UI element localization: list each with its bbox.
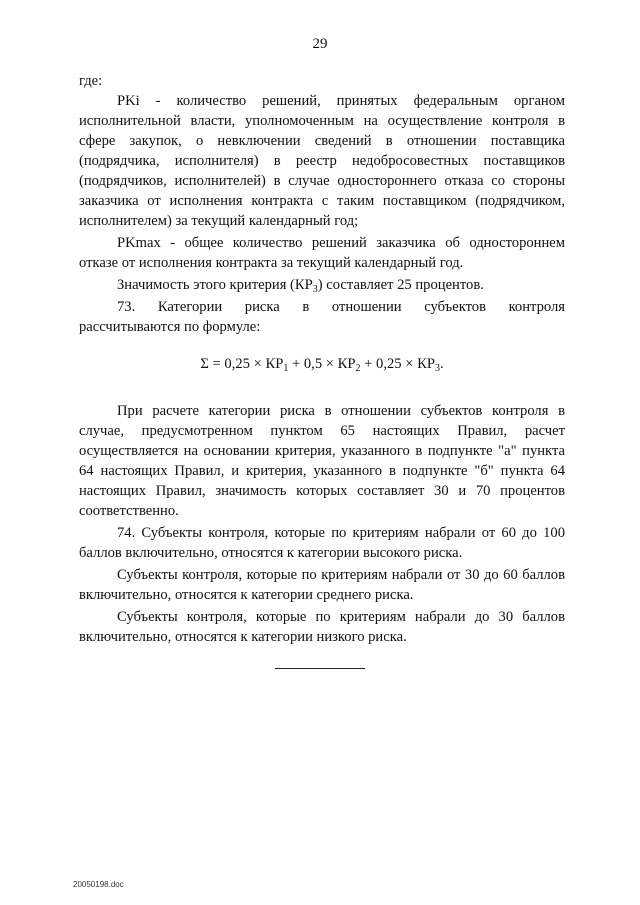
rki-definition: РKi - количество решений, принятых федеральным органом исполнительной власти, уполномоченным на осуществление контроля в сфере закупок, о невключении сведений в отношении поставщика (подрядчика, исполнителя) в реестр недобросовестных поставщиков (подрядчиков, исполнителей) в случае одностороннего отказа со стороны заказчика от исполнения контракта с таким поставщиком (подрядчиком, исполнителем) за текущий календарный год; bbox=[79, 93, 565, 229]
formula-sub-1: 1 bbox=[283, 363, 289, 374]
formula-prefix: Σ = 0,25 × КР bbox=[200, 356, 284, 372]
significance-statement bbox=[79, 275, 565, 295]
formula-sub-3: 3 bbox=[434, 363, 440, 374]
formula-sub-2: 2 bbox=[355, 363, 361, 374]
footer-filename: 20050198.doc bbox=[73, 880, 124, 889]
low-risk-paragraph: Субъекты контроля, которые по критериям набрали до 30 баллов включительно, относятся к категории низкого риска. bbox=[79, 609, 565, 645]
medium-risk-paragraph: Субъекты контроля, которые по критериям набрали от 30 до 60 баллов включительно, относятся к категории среднего риска. bbox=[79, 567, 565, 603]
where-label: где: bbox=[79, 73, 103, 89]
formula-suffix: . bbox=[439, 356, 444, 372]
item-74-high-risk: 74. Субъекты контроля, которые по критериям набрали от 60 до 100 баллов включительно, относятся к категории высокого риска. bbox=[79, 525, 565, 561]
risk-formula bbox=[79, 354, 565, 374]
end-divider bbox=[275, 668, 365, 669]
item-73-line-2: рассчитываются по формуле: bbox=[79, 319, 261, 335]
document-body bbox=[79, 71, 565, 647]
formula-mid-1: + 0,5 × КР bbox=[288, 356, 356, 372]
rkmax-definition: РKmax - общее количество решений заказчика об одностороннем отказе от исполнения контракта за текущий календарный год. bbox=[79, 235, 565, 271]
significance-subscript: 3 bbox=[312, 284, 318, 295]
significance-text-end: ) составляет 25 процентов. bbox=[317, 277, 484, 293]
calculation-case-paragraph: При расчете категории риска в отношении субъектов контроля в случае, предусмотренном пунктом 65 настоящих Правил, расчет осуществляется на основании критерия, указанного в подпункте "а" пункта 64 настоящих Правил, и критерия, указанного в подпункте "б" пункта 64 настоящих Правил, значимость которых составляет 30 и 70 процентов соответственно. bbox=[79, 403, 565, 519]
significance-text-start: Значимость этого критерия (КР bbox=[117, 277, 313, 293]
page-number: 29 bbox=[312, 36, 328, 52]
formula-mid-2: + 0,25 × КР bbox=[360, 356, 435, 372]
item-73-line-1: 73. Категории риска в отношении субъектов контроля bbox=[117, 299, 565, 315]
